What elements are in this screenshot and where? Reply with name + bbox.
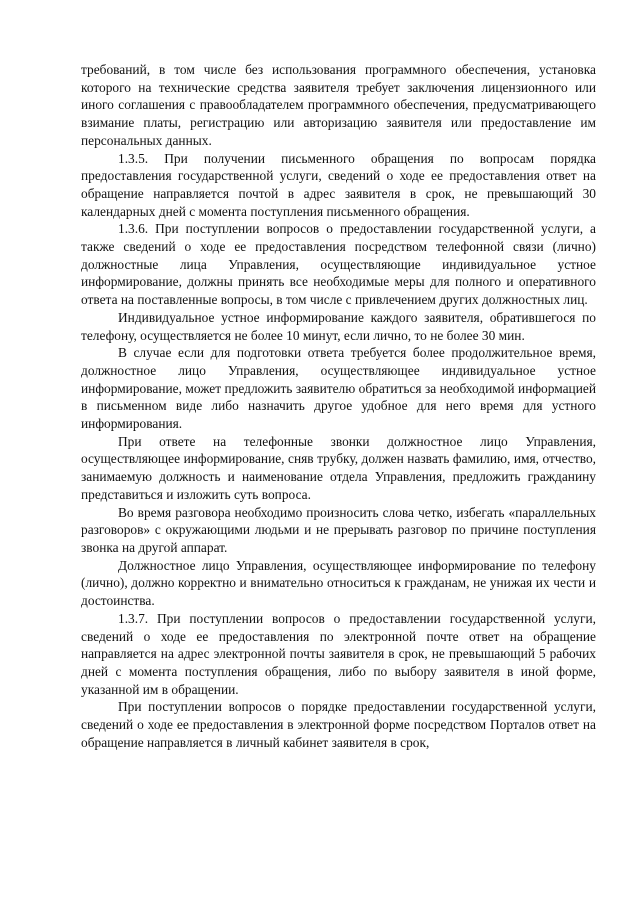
paragraph-courtesy: Должностное лицо Управления, осуществляющее информирование по телефону (лично), должно корректно и внимательно относиться к гражданам, не унижая их чести и достоинства.	[81, 557, 596, 609]
paragraph-phone-duration: Индивидуальное устное информирование каждого заявителя, обратившегося по телефону, осуществляется не более 10 минут, если лично, то не более 30 мин.	[81, 309, 596, 343]
paragraph-continuation: требований, в том числе без использования программного обеспечения, установка которого на технические средства заявителя требует заключения лицензионного или иного соглашения с правообладателем программного обеспечения, предусматривающего взимание платы, регистрацию или авторизацию заявителя или предоставление им персональных данных.	[81, 62, 596, 148]
paragraph-1-3-5: 1.3.5. При получении письменного обращения по вопросам порядка предоставления государственной услуги, сведений о ходе ее предоставления ответ на обращение направляется почтой в адрес заявителя в срок, не превышающий 30 календарных дней с момента поступления письменного обращения.	[81, 150, 596, 219]
paragraph-phone-answer: При ответе на телефонные звонки должностное лицо Управления, осуществляющее информирование, сняв трубку, должен назвать фамилию, имя, отчество, занимаемую должность и наименование отдела Управления, предложить гражданину представиться и изложить суть вопроса.	[81, 433, 596, 502]
paragraph-longer-time: В случае если для подготовки ответа требуется более продолжительное время, должностное лицо Управления, осуществляющее индивидуальное устное информирование, может предложить заявителю обратиться за необходимой информацией в письменном виде либо назначить другое удобное для него время для устного информирования.	[81, 345, 596, 432]
paragraph-portals: При поступлении вопросов о порядке предоставлении государственной услуги, сведений о ходе ее предоставления в электронной форме посредством Порталов ответ на обращение направляется в личный кабинет заявителя в срок,	[81, 699, 596, 750]
paragraph-1-3-6: 1.3.6. При поступлении вопросов о предоставлении государственной услуги, а также сведений о ходе ее предоставления посредством телефонной связи (лично) должностные лица Управления, осуществляющие индивидуальное устное информирование, должны принять все необходимые меры для полного и оперативного ответа на поставленные вопросы, в том числе с привлечением других должностных лиц.	[81, 221, 596, 308]
document-page	[81, 61, 596, 751]
paragraph-1-3-7: 1.3.7. При поступлении вопросов о предоставлении государственной услуги, сведений о ходе ее предоставления по электронной почте ответ на обращение направляется на адрес электронной почты заявителя в срок, не превышающий 5 рабочих дней с момента поступления обращения, либо по выбору заявителя в иной форме, указанной им в обращении.	[81, 610, 596, 697]
paragraph-conversation: Во время разговора необходимо произносить слова четко, избегать «параллельных разговоров» с окружающими людьми и не прерывать разговор по причине поступления звонка на другой аппарат.	[81, 504, 596, 555]
